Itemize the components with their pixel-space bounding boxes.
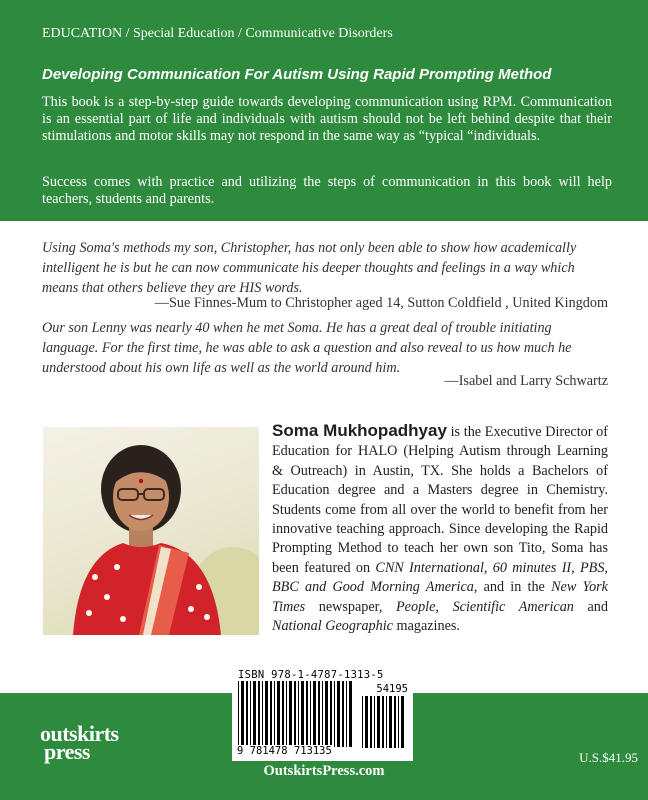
logo-line: press <box>44 739 90 764</box>
barcode-bar <box>241 681 244 747</box>
barcode-bar <box>318 681 320 747</box>
ean-digits: 9 781478 713135 <box>237 745 332 757</box>
bio-text: and in the <box>477 579 552 596</box>
bio-media: National Geographic <box>272 618 393 635</box>
barcode-bar <box>374 696 375 748</box>
isbn-barcode <box>232 667 413 761</box>
barcode-bar <box>270 681 272 747</box>
bio-text: magazines. <box>392 618 460 635</box>
description-paragraph: This book is a step-by-step guide towards developing communication using RPM. Communication is an essential part of life and individuals with autism should not be left behind despite that their stimulations and motor skills may not respond in the same way as “typical “individuals. <box>42 94 612 144</box>
barcode-bar <box>382 696 384 748</box>
barcode-bar <box>274 681 275 747</box>
testimonial-quote: Using Soma's methods my son, Christopher, has not only been able to show how academically intelligent he is but he can now communicate his deeper thoughts and feelings in a way which means that others believe they are HIS words. <box>42 240 577 296</box>
top-green-band <box>0 0 648 221</box>
ean-barcode-bars <box>238 681 356 747</box>
barcode-bar <box>246 681 248 747</box>
category-line: EDUCATION / Special Education / Communicative Disorders <box>42 26 393 41</box>
bio-text: newspaper, <box>305 598 397 615</box>
barcode-bar <box>325 681 328 747</box>
barcode-bar <box>322 681 323 747</box>
logo-line: outskirts <box>40 721 119 746</box>
barcode-bar <box>389 696 392 748</box>
bio-text: and <box>573 598 608 615</box>
barcode-bar <box>334 681 335 747</box>
barcode-bar <box>253 681 256 747</box>
bio-media: New York Times <box>272 579 608 615</box>
author-name: Soma Mukhopadhyay <box>272 421 447 440</box>
isbn-number: ISBN 978-1-4787-1313-5 <box>238 669 384 681</box>
barcode-bar <box>301 681 304 747</box>
barcode-bar <box>370 696 372 748</box>
publisher-website: OutskirtsPress.com <box>263 763 385 779</box>
barcode-bar <box>294 681 296 747</box>
barcode-bar <box>250 681 251 747</box>
barcode-bar <box>262 681 263 747</box>
author-photo <box>43 427 259 635</box>
barcode-bar <box>265 681 268 747</box>
barcode-bar <box>258 681 260 747</box>
barcode-bar <box>401 696 404 748</box>
description-paragraph: Success comes with practice and utilizing the steps of communication in this book will help teachers, students and parents. <box>42 174 612 207</box>
barcode-bar <box>282 681 284 747</box>
barcode-bar <box>398 696 399 748</box>
barcode-bar <box>286 681 287 747</box>
barcode-bar <box>342 681 344 747</box>
testimonial-quote: Our son Lenny was nearly 40 when he met Soma. He has a great deal of trouble initiating language. For the first time, he was able to ask a question and also reveal to us how much he understood about his own life as well as the world around him. <box>42 320 572 376</box>
barcode-bar <box>337 681 340 747</box>
barcode-bar <box>277 681 280 747</box>
barcode-bar <box>306 681 308 747</box>
barcode-bar <box>330 681 332 747</box>
bio-media: CNN International, 60 minutes II, PBS, BBC and Good Morning America, <box>272 559 608 596</box>
barcode-bar <box>362 696 363 748</box>
barcode-bar <box>310 681 311 747</box>
testimonial-attribution: —Sue Finnes-Mum to Christopher aged 14, Sutton Coldfield , United Kingdom <box>154 295 608 311</box>
testimonial-attribution: —Isabel and Larry Schwartz <box>444 373 608 389</box>
barcode-bar <box>349 681 352 747</box>
price-code: 54195 <box>376 683 408 695</box>
barcode-bar <box>377 696 380 748</box>
book-headline: Developing Communication For Autism Using Rapid Prompting Method <box>42 66 552 83</box>
barcode-bar <box>386 696 387 748</box>
barcode-bar <box>365 696 368 748</box>
bio-text: is the Executive Director of Education for HALO (Helping Autism through Learning & Outreach) in Austin, TX. She holds a Bachelors of Education degree and a Masters degree in Chemistry. Students come from all over the world to benefit from her innovative teaching approach. Since developing the Rapid Prompting Method to teach her own son Tito, Soma has been featured on <box>272 424 608 576</box>
barcode-bar <box>346 681 347 747</box>
addon-barcode-bars <box>362 696 406 748</box>
bio-media: People, Scientific American <box>396 598 574 615</box>
barcode-bar <box>394 696 396 748</box>
barcode-bar <box>298 681 299 747</box>
book-price: U.S.$41.95 <box>579 750 638 765</box>
barcode-bar <box>289 681 292 747</box>
barcode-bar <box>313 681 316 747</box>
author-bio <box>272 421 608 636</box>
barcode-bar <box>238 681 239 747</box>
publisher-logo <box>40 721 119 764</box>
